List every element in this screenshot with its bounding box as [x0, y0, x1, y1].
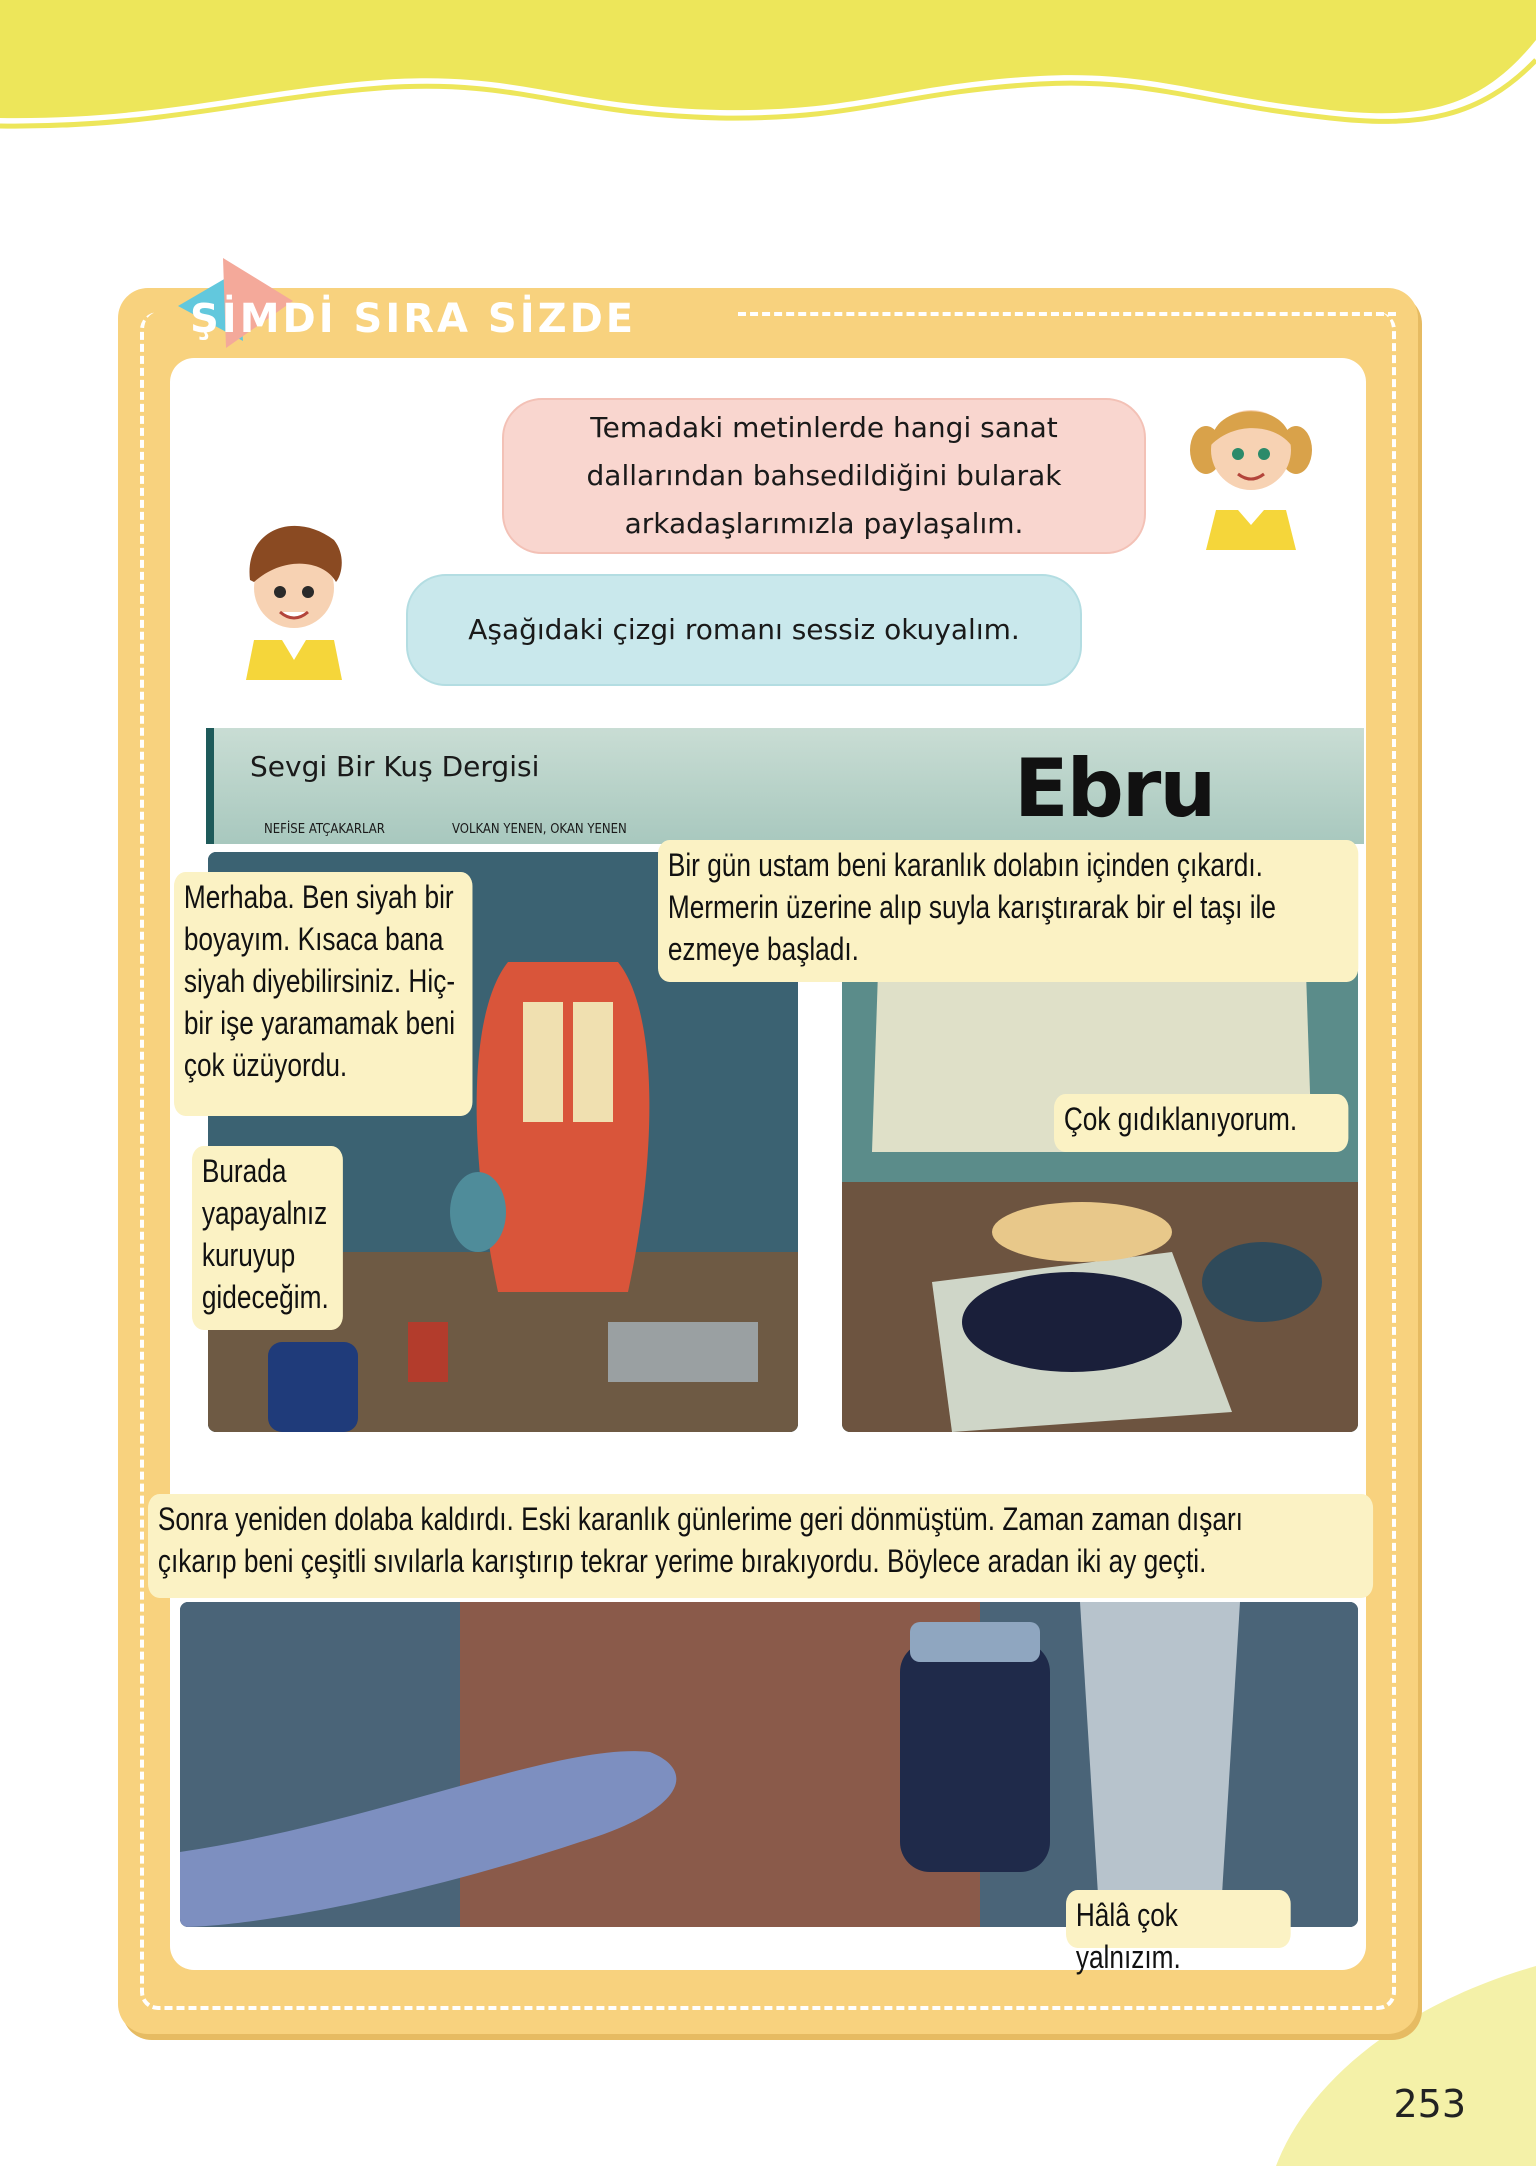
boy-speech-bubble: Aşağıdaki çizgi romanı sessiz okuyalım.: [406, 574, 1082, 686]
caption-sonra: [148, 1494, 1373, 1598]
page-number: 253: [1393, 2082, 1466, 2126]
artist-credit: VOLKAN YENEN, OKAN YENEN: [452, 822, 627, 837]
caption-line: yapayalnız: [201, 1195, 328, 1231]
girl-character-illustration: [1176, 370, 1326, 550]
caption-line: Mermerin üzerine alıp suyla karıştırarak bir el taşı ile: [667, 889, 1276, 925]
comic-header: [206, 728, 1364, 844]
caption-merhaba: [174, 872, 472, 1116]
boy-character-illustration: [224, 500, 364, 680]
caption-line: Merhaba. Ben siyah bir: [183, 879, 454, 915]
caption-line: bir işe yaramamak beni: [183, 1005, 456, 1041]
card-dashed-border-top: [738, 312, 1396, 316]
caption-gidiklaniyorum: Çok gıdıklanıyorum.: [1054, 1094, 1348, 1152]
caption-line: boyayım. Kısaca bana: [183, 921, 444, 957]
caption-hala-yalnizim: Hâlâ çok yalnızım.: [1066, 1890, 1291, 1948]
caption-burada: [192, 1146, 343, 1330]
magazine-name: Sevgi Bir Kuş Dergisi: [250, 750, 540, 783]
comic-panel-cabinet: [180, 1602, 1358, 1927]
caption-line: Sonra yeniden dolaba kaldırdı. Eski karanlık günlerime geri dönmüştüm. Zaman zaman dışarı: [157, 1501, 1243, 1537]
section-title: ŞİMDİ SIRA SİZDE: [190, 296, 637, 342]
comic-title: Ebru: [1014, 742, 1215, 835]
caption-line: Burada: [201, 1153, 287, 1189]
girl-bubble-line: arkadaşlarımızla paylaşalım.: [624, 507, 1024, 540]
caption-line: Bir gün ustam beni karanlık dolabın içinden çıkardı.: [667, 847, 1263, 883]
caption-bir-gun: [658, 840, 1358, 982]
caption-line: gideceğim.: [201, 1279, 329, 1315]
caption-line: kuruyup: [201, 1237, 296, 1273]
girl-bubble-line: dallarından bahsedildiğini bularak: [586, 459, 1062, 492]
writer-credit: NEFİSE ATÇAKARLAR: [264, 822, 385, 837]
caption-line: ezmeye başladı.: [667, 931, 859, 967]
caption-line: çok üzüyordu.: [183, 1047, 348, 1083]
girl-speech-bubble: [502, 398, 1146, 554]
girl-bubble-line: Temadaki metinlerde hangi sanat: [590, 411, 1058, 444]
top-wave-decoration: [0, 0, 1536, 160]
caption-line: çıkarıp beni çeşitli sıvılarla karıştırıp tekrar yerime bırakıyordu. Böylece aradan iki ay geçti.: [157, 1543, 1207, 1579]
comic-strip: [157, 722, 1358, 1975]
caption-line: siyah diyebilirsiniz. Hiç-: [183, 963, 456, 999]
